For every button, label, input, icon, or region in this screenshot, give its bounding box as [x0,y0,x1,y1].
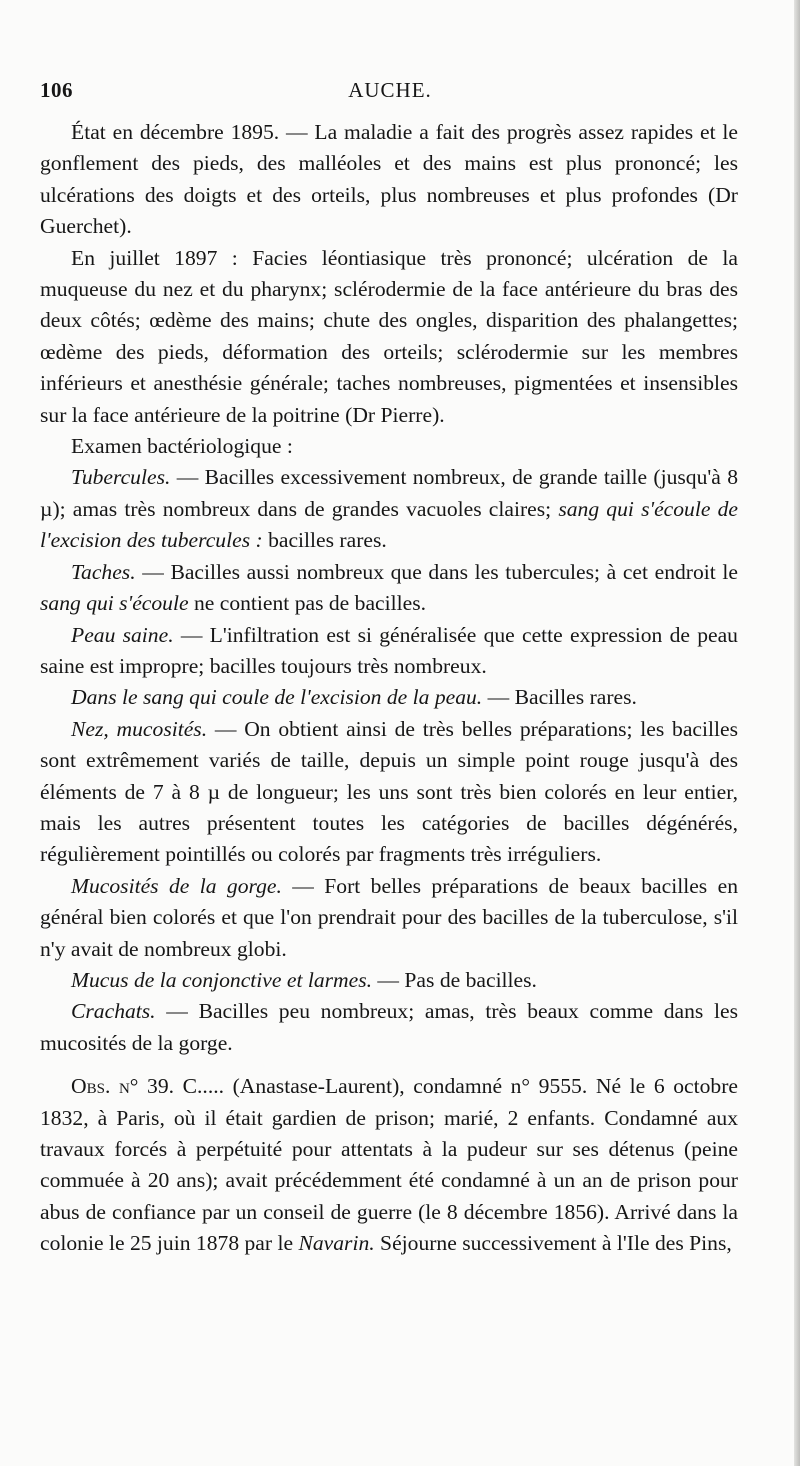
page-number: 106 [40,78,73,102]
paragraph-text: — Bacilles aussi nombreux que dans les tubercules; à cet endroit le [135,559,738,584]
paragraph-text: — Bacilles peu nombreux; amas, très beaux comme dans les mucosités de la gorge. [40,999,738,1055]
paragraph-text: — Pas de bacilles. [372,967,537,992]
paragraph-text-secondary: bacilles rares. [262,528,387,553]
paragraph-text-secondary: ne contient pas de bacilles. [188,591,427,616]
paragraph-lead: Nez, mucosités. [71,716,208,741]
paragraph-tubercules [40,462,738,556]
paragraph-text-secondary: Séjourne successivement à l'Ile des Pins, [374,1231,732,1256]
paragraph-crachats [40,996,738,1059]
paragraph-lead-secondary: sang qui s'écoule [40,591,189,616]
body-text [40,117,738,1260]
paragraph-lead: Tubercules. [71,465,171,490]
paragraph-lead: Taches. [71,559,136,584]
paragraph-lead: Crachats. [71,999,156,1024]
paragraph-text: En juillet 1897 : Facies léontiasique très prononcé; ulcération de la muqueuse du nez et du pharynx; sclérodermie de la face antérieure du bras des deux côtés; œdème des mains; chute des ongles, disparition des phalangettes; œdème des pieds, déformation des orteils; sclérodermie sur les membres inférieurs et anesthésie générale; taches nombreuses, pigmentées et insensibles sur la face antérieure de la poitrine (Dr Pierre). [40,245,738,427]
paragraph-lead-secondary: sang qui s'écoule de l'excision des tubercules : [40,496,738,553]
paragraph-examen [40,431,738,462]
paragraph-text: — Fort belles préparations de beaux bacilles en général bien colorés et que l'on prendrait pour des bacilles de la tuberculose, s'il n'y avait de nombreux globi. [40,873,738,961]
paragraph-taches [40,557,738,620]
paragraph-nez [40,714,738,871]
paragraph-text: C..... (Anastase-Laurent), condamné n° 9555. Né le 6 octobre 1832, à Paris, où il était gardien de prison; marié, 2 enfants. Condamné aux travaux forcés à perpétuité pour attentats à la pudeur sur ses détenus (peine commuée à 20 ans); avait précédemment été condamné à un an de prison pour abus de confiance par un conseil de guerre (le 8 décembre 1856). Arrivé dans la colonie le 25 juin 1878 par le [40,1074,738,1256]
paragraph-gorge [40,871,738,965]
paragraph-text: — On obtient ainsi de très belles préparations; les bacilles sont extrêmement variés de taille, depuis un simple point rouge jusqu'à des éléments de 7 à 8 µ de longueur; les uns sont très bien colorés en leur entier, mais les autres présentent toutes les catégories de bacilles dégénérés, régulièrement pointillés ou colorés par fragments très irréguliers. [40,716,738,867]
paragraph-peau-saine [40,620,738,683]
paragraph-text: État en décembre 1895. — La maladie a fait des progrès assez rapides et le gonflement des pieds, des malléoles et des mains est plus prononcé; les ulcérations des doigts et des orteils, plus nombreuses et plus profondes (Dr Guerchet). [40,120,738,239]
paragraph-conjonctive [40,965,738,996]
paragraph-text: — L'infiltration est si généralisée que cette expression de peau saine est impropre; bacilles toujours très nombreux. [40,622,738,678]
paragraph-lead: Peau saine. [71,622,174,647]
paragraph-lead: Mucus de la conjonctive et larmes. [71,967,373,992]
running-title: AUCHE. [348,78,432,102]
paragraph-text: — Bacilles excessivement nombreux, de grande taille (jusqu'à 8 µ); amas très nombreux dans de grandes vacuoles claires; [40,465,738,521]
paragraph-sang-peau [40,682,738,713]
observation-label: Obs. n° 39. [71,1074,175,1099]
paragraph-text: Examen bactériologique : [71,434,293,459]
paragraph-juillet [40,243,738,431]
paragraph-lead: Dans le sang qui coule de l'excision de la peau. [71,685,483,710]
paragraph-lead: Mucosités de la gorge. [71,873,282,898]
paragraph-text: — Bacilles rares. [482,685,637,710]
paragraph-lead-secondary: Navarin. [298,1231,375,1256]
page-header [40,74,740,108]
paragraph-observation-39 [40,1071,738,1259]
page-edge-shadow [794,0,800,1466]
paragraph-etat [40,117,738,243]
